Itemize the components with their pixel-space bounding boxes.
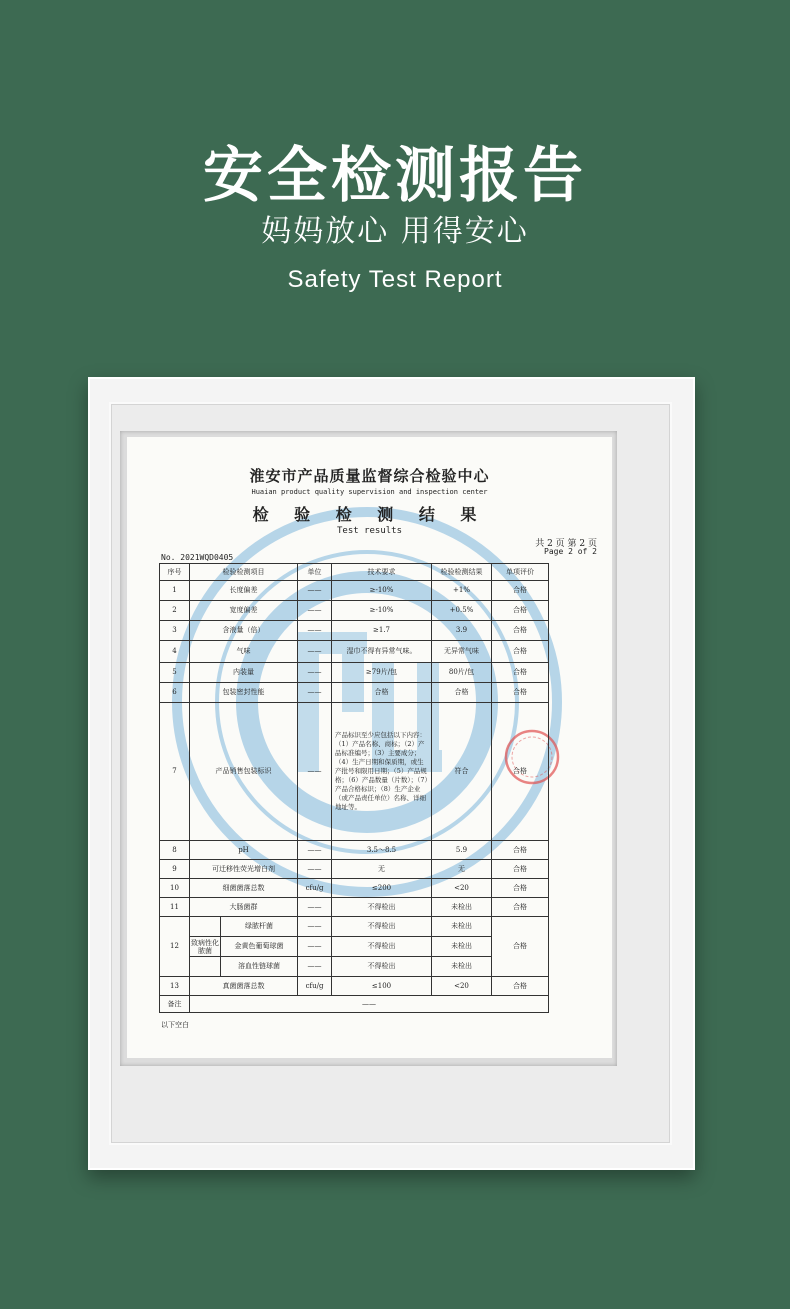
cell-unit: ——: [298, 841, 332, 860]
organization-name-cn: 淮安市产品质量监督综合检验中心: [249, 467, 490, 485]
table-row: [160, 879, 549, 898]
cell-eval: 合格: [492, 977, 549, 996]
table-row: [160, 841, 549, 860]
cell-result: 符合: [432, 703, 492, 841]
cell-unit: ——: [298, 663, 332, 683]
table-row: [160, 898, 549, 917]
cell-item: 溶血性链球菌: [220, 957, 297, 976]
cell-item: 长度偏差: [190, 581, 298, 601]
cell-no: 4: [160, 641, 190, 663]
report-paper: [127, 437, 612, 1058]
cell-eval: 合格: [492, 703, 549, 841]
report-title-en: Test results: [336, 526, 403, 536]
cell-no: 13: [160, 977, 190, 996]
cell-item-split: [190, 937, 298, 957]
cell-eval: 合格: [492, 683, 549, 703]
remark-value: ——: [190, 996, 549, 1013]
cell-result: 未检出: [432, 937, 492, 957]
cell-eval: 合格: [492, 860, 549, 879]
table-row: [160, 663, 549, 683]
col-header: 技术要求: [332, 564, 432, 581]
cell-unit: ——: [298, 683, 332, 703]
cell-req: ≥-10%: [332, 581, 432, 601]
hero-english-title: Safety Test Report: [287, 266, 503, 293]
cell-eval: 合格: [492, 581, 549, 601]
table-row: [160, 683, 549, 703]
cell-result: <20: [432, 977, 492, 996]
cell-group: 致病性化脓菌: [191, 938, 219, 955]
cell-item: 可迁移性荧光增白剂: [190, 860, 298, 879]
cell-eval: 合格: [492, 621, 549, 641]
cell-req: 合格: [332, 683, 432, 703]
cell-req: 不得检出: [332, 917, 432, 937]
cell-result: 5.9: [432, 841, 492, 860]
cell-unit: ——: [298, 917, 332, 937]
results-table: [159, 563, 549, 1013]
cell-item: 细菌菌落总数: [190, 879, 298, 898]
table-row: [160, 917, 549, 937]
cell-eval: 合格: [492, 601, 549, 621]
cell-item: 气味: [190, 641, 298, 663]
cell-no: 7: [160, 703, 190, 841]
cell-req: ≤100: [332, 977, 432, 996]
cell-no: 12: [160, 917, 190, 977]
cell-req: 不得检出: [332, 957, 432, 977]
table-row: [160, 703, 549, 841]
cell-unit: ——: [298, 937, 332, 957]
cell-req: 不得检出: [332, 898, 432, 917]
cell-no: 3: [160, 621, 190, 641]
cell-result: 合格: [432, 683, 492, 703]
cell-item-split: [190, 957, 298, 977]
cell-no: 11: [160, 898, 190, 917]
col-header: 序号: [160, 564, 190, 581]
cell-eval: 合格: [492, 641, 549, 663]
cell-req: 湿巾不得有异常气味。: [332, 641, 432, 663]
cell-unit: ——: [298, 581, 332, 601]
table-row: [160, 977, 549, 996]
hero-title: 安全检测报告: [203, 141, 587, 211]
col-header: 单项评价: [492, 564, 549, 581]
cell-no: 6: [160, 683, 190, 703]
cell-eval: 合格: [492, 879, 549, 898]
cell-no: 8: [160, 841, 190, 860]
cell-result: 无异常气味: [432, 641, 492, 663]
cell-group: [190, 917, 220, 936]
cell-unit: ——: [298, 641, 332, 663]
cell-req: 不得检出: [332, 937, 432, 957]
cell-no: 5: [160, 663, 190, 683]
remark-label: 备注: [160, 996, 190, 1013]
cell-req: ≥79片/包: [332, 663, 432, 683]
cell-item: 宽度偏差: [190, 601, 298, 621]
report-title-cn: 检 验 检 测 结 果: [252, 505, 487, 524]
table-row: [160, 621, 549, 641]
cell-group: [190, 957, 220, 976]
cell-req: ≥1.7: [332, 621, 432, 641]
cell-item: pH: [190, 841, 298, 860]
page-number-cn: 共 2 页 第 2 页: [535, 539, 597, 549]
cell-unit: cfu/g: [298, 879, 332, 898]
table-row: [160, 860, 549, 879]
cell-result: +0.5%: [432, 601, 492, 621]
document-number: No. 2021WQD0405: [161, 553, 234, 562]
col-header: 检验检测结果: [432, 564, 492, 581]
cell-eval: 合格: [492, 917, 549, 977]
footer-note: 以下空白: [161, 1021, 189, 1029]
cell-unit: ——: [298, 957, 332, 977]
cell-unit: ——: [298, 860, 332, 879]
remark-row: [160, 996, 549, 1013]
cell-item: 包装密封性能: [190, 683, 298, 703]
col-header: 单位: [298, 564, 332, 581]
cell-result: 未检出: [432, 898, 492, 917]
cell-unit: cfu/g: [298, 977, 332, 996]
cell-req: 无: [332, 860, 432, 879]
cell-req: 3.5～8.5: [332, 841, 432, 860]
cell-req: ≥-10%: [332, 601, 432, 621]
table-row: [160, 937, 549, 957]
cell-item-split: [190, 917, 298, 937]
picture-frame: [88, 377, 695, 1170]
table-row: [160, 581, 549, 601]
cell-no: 2: [160, 601, 190, 621]
cell-item: 产品销售包装标识: [190, 703, 298, 841]
organization-name-en: Huaian product quality supervision and inspection center: [251, 488, 488, 496]
frame-mat: [120, 431, 617, 1066]
cell-eval: 合格: [492, 898, 549, 917]
cell-eval: 合格: [492, 663, 549, 683]
table-header-row: [160, 564, 549, 581]
col-header: 检验检测项目: [190, 564, 298, 581]
hero-subtitle: 妈妈放心 用得安心: [261, 214, 529, 249]
cell-result: 未检出: [432, 957, 492, 977]
cell-no: 10: [160, 879, 190, 898]
cell-result: +1%: [432, 581, 492, 601]
table-row: [160, 601, 549, 621]
cell-no: 9: [160, 860, 190, 879]
cell-eval: 合格: [492, 841, 549, 860]
cell-unit: ——: [298, 621, 332, 641]
cell-item: 含液量（倍）: [190, 621, 298, 641]
cell-req: ≤200: [332, 879, 432, 898]
table-row: [160, 641, 549, 663]
cell-item: 金黄色葡萄球菌: [220, 937, 297, 956]
cell-item: 内装量: [190, 663, 298, 683]
cell-item: 绿脓杆菌: [220, 917, 297, 936]
table-row: [160, 957, 549, 977]
cell-unit: ——: [298, 703, 332, 841]
cell-no: 1: [160, 581, 190, 601]
cell-req: 产品标识至少应包括以下内容：（1）产品名称、商标；（2）产品标准编号；（3）主要成分；（4）生产日期和保质期，或生产批号和限用日期；（5）产品规格；（6）产品数量（片数）；（7）产品合格标识；（8）生产企业（或产品责任单位）名称、详细地址等。: [332, 703, 432, 841]
cell-item: 真菌菌落总数: [190, 977, 298, 996]
cell-result: 3.9: [432, 621, 492, 641]
cell-item: 大肠菌群: [190, 898, 298, 917]
cell-result: 无: [432, 860, 492, 879]
page-number-en: Page 2 of 2: [544, 547, 597, 556]
cell-result: <20: [432, 879, 492, 898]
cell-unit: ——: [298, 601, 332, 621]
cell-result: 未检出: [432, 917, 492, 937]
cell-unit: ——: [298, 898, 332, 917]
cell-result: 80片/包: [432, 663, 492, 683]
